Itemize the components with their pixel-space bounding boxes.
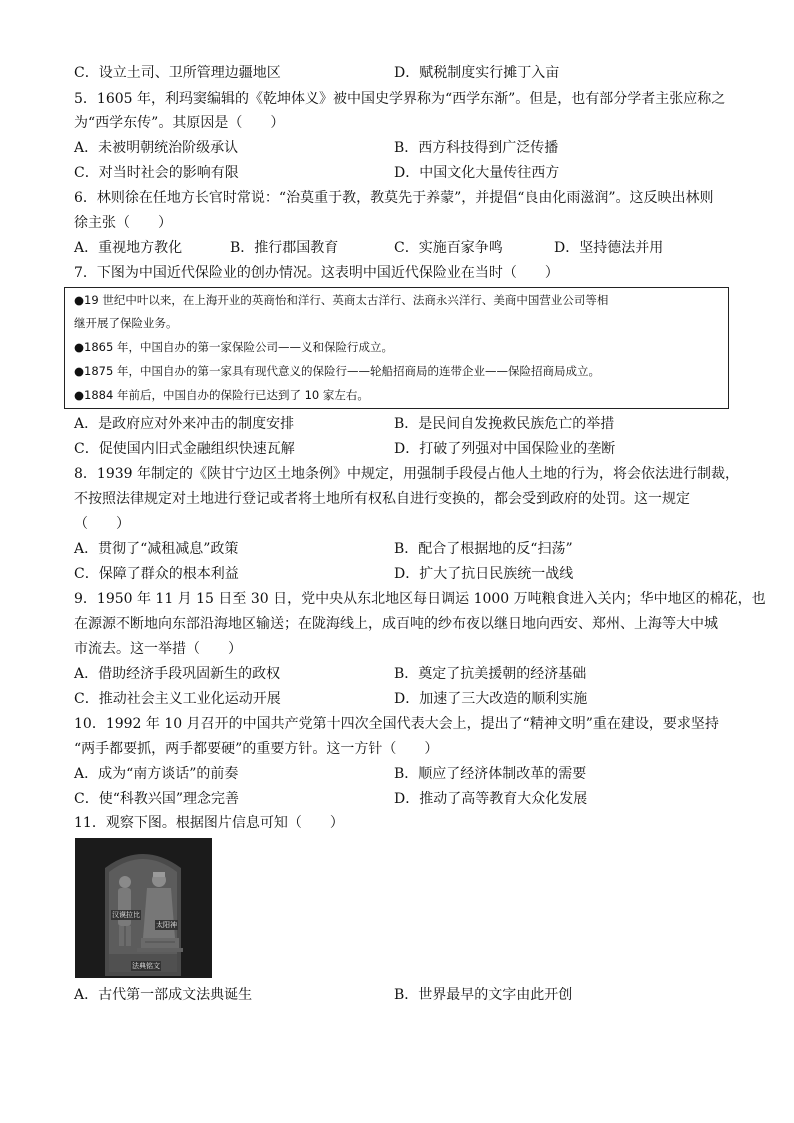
- q11-stem: 11．观察下图。根据图片信息可知（ ）: [74, 815, 344, 831]
- q5-option-b: B．西方科技得到广泛传播: [394, 140, 559, 156]
- king-label: 汉谟拉比: [112, 911, 140, 919]
- q7-material-line1: ●19 世纪中叶以来，在上海开业的英商怡和洋行、英商太古洋行、法商永兴洋行、美商中国营业公司等相: [74, 293, 609, 307]
- q10-option-b: B．顺应了经济体制改革的需要: [394, 766, 587, 782]
- god-label: 太阳神: [156, 921, 177, 929]
- q8-option-b: B．配合了根据地的反“扫荡”: [394, 541, 573, 557]
- q6-option-b: B．推行郡国教育: [230, 240, 339, 256]
- q9-option-d: D．加速了三大改造的顺利实施: [394, 691, 588, 707]
- q6-option-c: C．实施百家争鸣: [394, 240, 503, 256]
- q7-material-line2: 继开展了保险业务。: [74, 316, 178, 330]
- q10-stem-line2: “两手都要抓，两手都要硬”的重要方针。这一方针（ ）: [74, 741, 439, 757]
- q6-stem-line2: 徐主张（ ）: [74, 215, 172, 231]
- q10-option-a: A．成为“南方谈话”的前奏: [74, 766, 239, 782]
- q7-option-c: C．促使国内旧式金融组织快速瓦解: [74, 441, 295, 457]
- hammurabi-stele-image: [75, 838, 212, 978]
- q8-option-a: A．贯彻了“减租减息”政策: [74, 541, 239, 557]
- q9-stem-line3: 市流去。这一举措（ ）: [74, 641, 242, 657]
- q7-material-line5: ●1884 年前后，中国自办的保险行已达到了 10 家左右。: [74, 388, 369, 402]
- q8-stem-line1: 8．1939 年制定的《陕甘宁边区土地条例》中规定，用强制手段侵占他人土地的行为，将会依法进行制裁，: [74, 466, 739, 482]
- q11-option-b: B．世界最早的文字由此开创: [394, 987, 573, 1003]
- q9-option-b: B．奠定了抗美援朝的经济基础: [394, 666, 587, 682]
- q7-stem: 7．下图为中国近代保险业的创办情况。这表明中国近代保险业在当时（ ）: [74, 265, 559, 281]
- q5-stem-line1: 5．1605 年，利玛窦编辑的《乾坤体义》被中国史学界称为“西学东渐”。但是，也有部分学者主张应称之: [74, 91, 726, 107]
- q10-option-d: D．推动了高等教育大众化发展: [394, 791, 588, 807]
- q8-stem-line3: （ ）: [74, 516, 130, 532]
- q7-material-line4: ●1875 年，中国自办的第一家具有现代意义的保险行——轮船招商局的连带企业——保险招商局成立。: [74, 364, 600, 378]
- q5-option-d: D．中国文化大量传往西方: [394, 165, 560, 181]
- q8-stem-line2: 不按照法律规定对土地进行登记或者将土地所有权私自进行变换的，都会受到政府的处罚。这一规定: [74, 491, 690, 507]
- q6-option-d: D．坚持德法并用: [554, 240, 664, 256]
- q11-option-a: A．古代第一部成文法典诞生: [74, 987, 253, 1003]
- q7-material-line3: ●1865 年，中国自办的第一家保险公司——义和保险行成立。: [74, 340, 393, 354]
- q7-option-d: D．打破了列强对中国保险业的垄断: [394, 441, 616, 457]
- q7-insurance-material-box: [64, 287, 729, 409]
- stele-illustration: [75, 838, 212, 978]
- q7-option-a: A．是政府应对外来冲击的制度安排: [74, 416, 295, 432]
- q8-option-c: C．保障了群众的根本利益: [74, 566, 239, 582]
- q9-stem-line1: 9．1950 年 11 月 15 日至 30 日，党中央从东北地区每日调运 1000 万吨粮食进入关内；华中地区的棉花，也: [74, 591, 766, 607]
- q8-option-d: D．扩大了抗日民族统一战线: [394, 566, 574, 582]
- code-inscription-label: 法典铭文: [132, 962, 160, 970]
- q5-stem-line2: 为“西学东传”。其原因是（ ）: [74, 115, 285, 131]
- q7-option-b: B．是民间自发挽救民族危亡的举措: [394, 416, 615, 432]
- q5-option-c: C．对当时社会的影响有限: [74, 165, 239, 181]
- q10-stem-line1: 10．1992 年 10 月召开的中国共产党第十四次全国代表大会上，提出了“精神文明”重在建设，要求坚持: [74, 716, 719, 732]
- q4-option-c: C．设立土司、卫所管理边疆地区: [74, 65, 281, 81]
- q9-stem-line2: 在源源不断地向东部沿海地区输送；在陇海线上，成百吨的纱布夜以继日地向西安、郑州、上海等大中城: [74, 616, 718, 632]
- q6-stem-line1: 6．林则徐在任地方长官时常说：“治莫重于教，教莫先于养蒙”，并提倡“良由化雨滋润”。这反映出林则: [74, 190, 714, 206]
- q10-option-c: C．使“科教兴国”理念完善: [74, 791, 240, 807]
- q5-option-a: A．未被明朝统治阶级承认: [74, 140, 239, 156]
- q6-option-a: A．重视地方教化: [74, 240, 183, 256]
- q4-option-d: D．赋税制度实行摊丁入亩: [394, 65, 560, 81]
- q9-option-a: A．借助经济手段巩固新生的政权: [74, 666, 281, 682]
- q9-option-c: C．推动社会主义工业化运动开展: [74, 691, 281, 707]
